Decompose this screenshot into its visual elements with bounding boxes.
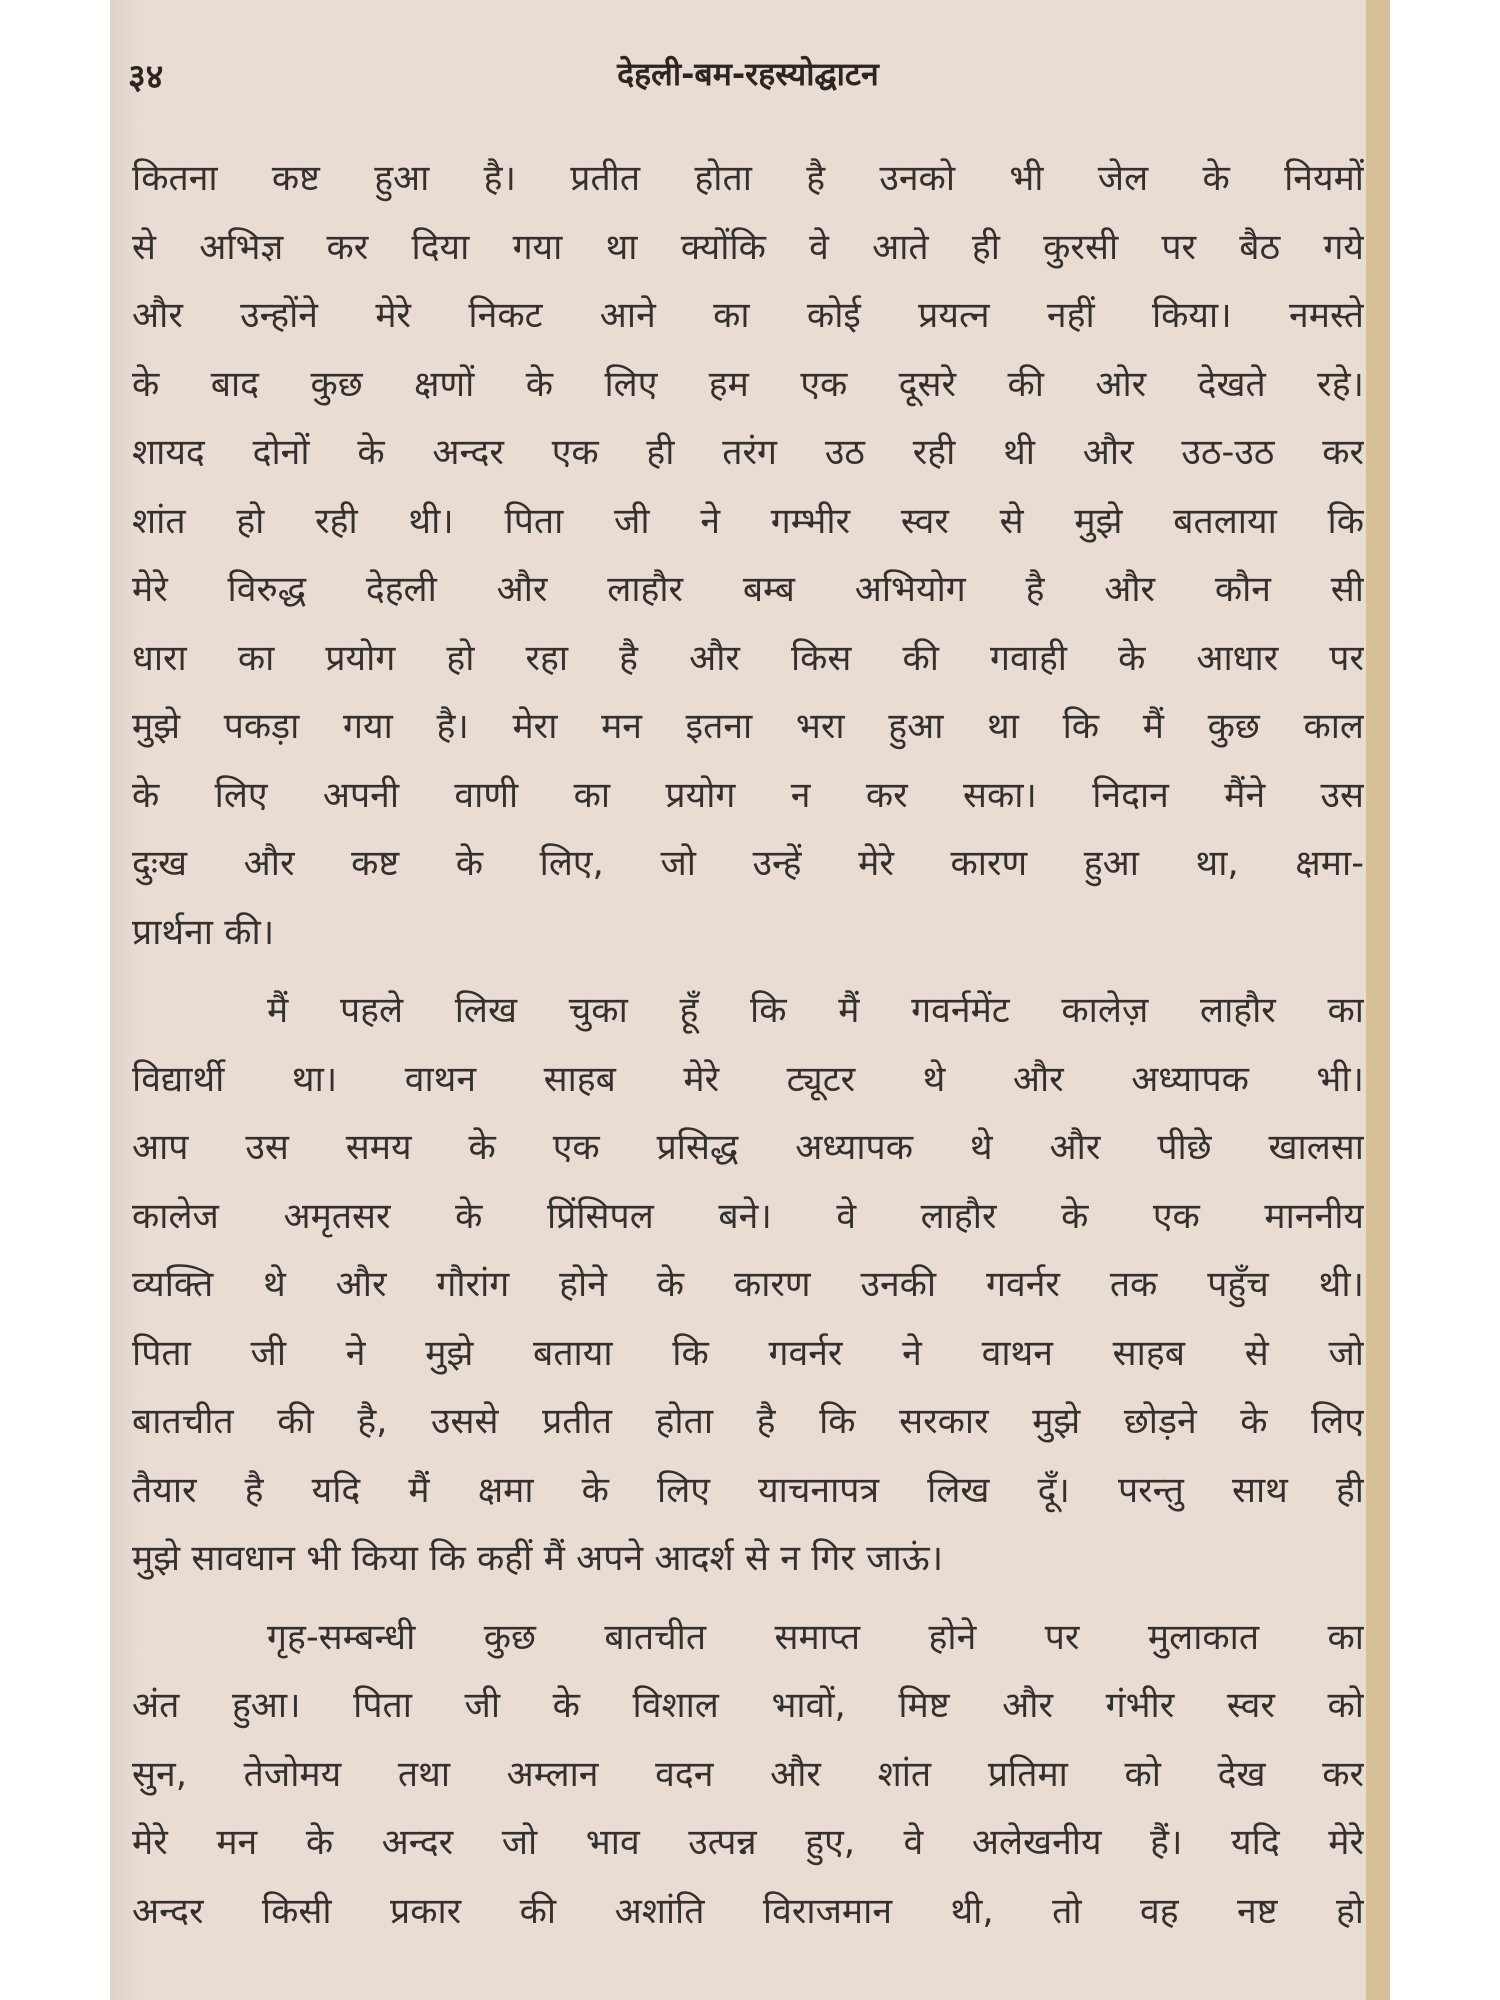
page-number: ३४	[128, 57, 164, 97]
text-line: दुःख और कष्ट के लिए, जो उन्हें मेरे कारण हुआ था, क्षमा-	[132, 843, 1364, 884]
text-line: के लिए अपनी वाणी का प्रयोग न कर सका। निदान मैंने उस	[132, 774, 1364, 816]
body-text	[132, 145, 1364, 1946]
text-line: अंत हुआ। पिता जी के विशाल भावों, मिष्ट और गंभीर स्वर को	[132, 1685, 1364, 1726]
paragraph-2	[132, 977, 1364, 1594]
text-line: शांत हो रही थी। पिता जी ने गम्भीर स्वर से मुझे बतलाया कि	[132, 500, 1364, 542]
text-line: प्रार्थना की।	[132, 911, 275, 953]
page-edge	[1366, 0, 1390, 2000]
text-line: मुझे सावधान भी किया कि कहीं मैं अपने आदर्श से न गिर जाऊं।	[132, 1538, 944, 1579]
text-line: पिता जी ने मुझे बताया कि गवर्नर ने वाथन साहब से जो	[132, 1332, 1364, 1374]
text-line: मैं पहले लिख चुका हूँ कि मैं गवर्नमेंट कालेज़ लाहौर का	[267, 990, 1364, 1031]
text-line: और उन्होंने मेरे निकट आने का कोई प्रयत्न नहीं किया। नमस्ते	[132, 295, 1364, 336]
text-line: सुन, तेजोमय तथा अम्लान वदन और शांत प्रतिमा को देख कर	[132, 1753, 1364, 1795]
text-line: के बाद कुछ क्षणों के लिए हम एक दूसरे की ओर देखते रहे।	[132, 363, 1364, 405]
text-line: से अभिज्ञ कर दिया गया था क्योंकि वे आते ही कुरसी पर बैठ गये	[132, 226, 1364, 268]
text-line: व्यक्ति थे और गौरांग होने के कारण उनकी गवर्नर तक पहुँच थी।	[132, 1264, 1364, 1305]
text-line: शायद दोनों के अन्दर एक ही तरंग उठ रही थी और उठ-उठ कर	[132, 432, 1364, 473]
text-line: अन्दर किसी प्रकार की अशांति विराजमान थी, तो वह नष्ट हो	[132, 1890, 1364, 1932]
paragraph-3	[132, 1604, 1364, 1947]
paragraph-gap	[132, 1594, 1364, 1604]
text-line: कितना कष्ट हुआ है। प्रतीत होता है उनको भी जेल के नियमों	[132, 158, 1364, 199]
running-title: देहली-बम-रहस्योद्घाटन	[617, 55, 879, 93]
text-line: धारा का प्रयोग हो रहा है और किस की गवाही के आधार पर	[132, 637, 1364, 679]
text-line: गृह-सम्बन्धी कुछ बातचीत समाप्त होने पर मुलाकात का	[267, 1616, 1364, 1658]
paragraph-gap	[132, 967, 1364, 977]
text-line: मुझे पकड़ा गया है। मेरा मन इतना भरा हुआ था कि मैं कुछ काल	[132, 706, 1364, 747]
text-line: बातचीत की है, उससे प्रतीत होता है कि सरकार मुझे छोड़ने के लिए	[132, 1401, 1364, 1442]
text-line: मेरे विरुद्ध देहली और लाहौर बम्ब अभियोग है और कौन सी	[132, 569, 1364, 610]
text-line: मेरे मन के अन्दर जो भाव उत्पन्न हुए, वे अलेखनीय हैं। यदि मेरे	[132, 1822, 1364, 1863]
text-line: आप उस समय के एक प्रसिद्ध अध्यापक थे और पीछे खालसा	[132, 1127, 1364, 1168]
text-line: तैयार है यदि मैं क्षमा के लिए याचनापत्र लिख दूँ। परन्तु साथ ही	[132, 1469, 1364, 1511]
text-line: विद्यार्थी था। वाथन साहब मेरे ट्यूटर थे और अध्यापक भी।	[132, 1058, 1364, 1100]
paragraph-1	[132, 145, 1364, 967]
page-header	[128, 52, 1368, 112]
text-line: कालेज अमृतसर के प्रिंसिपल बने। वे लाहौर के एक माननीय	[132, 1195, 1364, 1237]
